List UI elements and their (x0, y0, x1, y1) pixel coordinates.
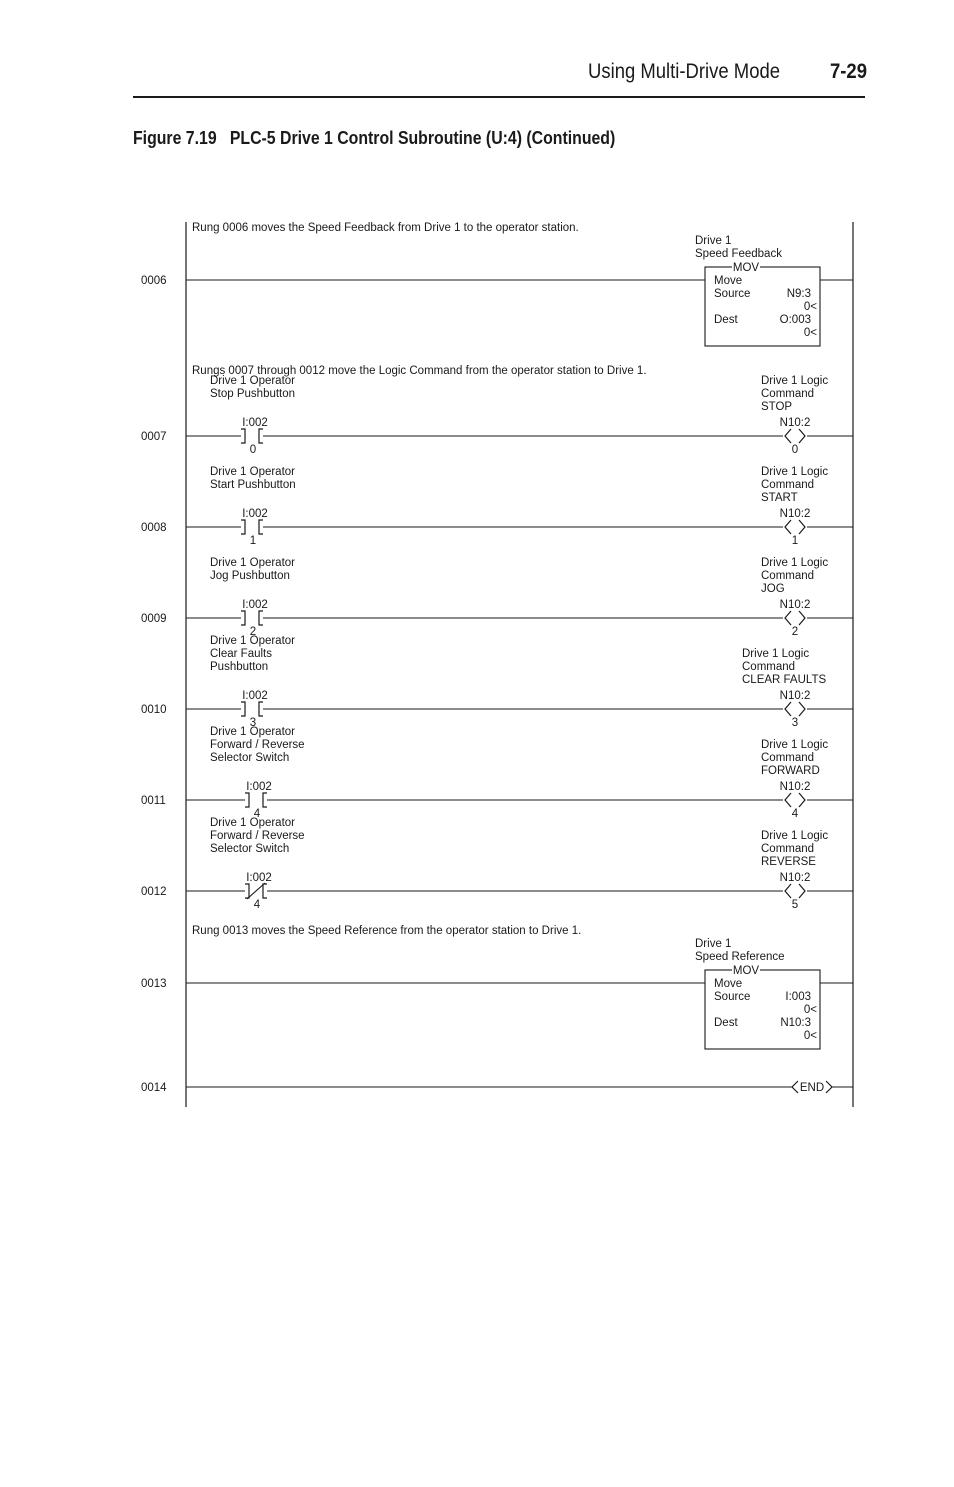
rung-0007 (141, 365, 853, 456)
output-label: Drive 1 Logic (761, 557, 829, 569)
input-label: Jog Pushbutton (210, 570, 290, 582)
contact-right-bracket (259, 429, 263, 443)
coil-right (799, 429, 805, 443)
coil-left (785, 611, 791, 625)
input-label: Drive 1 Operator (210, 817, 296, 829)
output-label: Command (761, 570, 815, 582)
coil-left (785, 793, 791, 807)
mov-source-address: I:003 (785, 991, 811, 1003)
mov-dest-label: Dest (714, 1017, 738, 1029)
output-label: CLEAR FAULTS (742, 674, 827, 686)
figure-caption: Figure 7.19 PLC-5 Drive 1 Control Subroutine (U:4) (Continued) (133, 128, 616, 148)
output-address: N10:2 (779, 417, 811, 429)
output-label: Command (742, 661, 796, 673)
mov-label: Drive 1 (695, 235, 732, 247)
contact-left-bracket (241, 429, 245, 443)
coil-left (785, 884, 791, 898)
rung-0014 (141, 1081, 853, 1094)
input-bit: 4 (253, 899, 261, 911)
contact-slash (247, 883, 265, 899)
contact-left-bracket (245, 884, 249, 898)
input-label: Drive 1 Operator (210, 726, 296, 738)
output-bit: 0 (791, 444, 799, 456)
rung-0012 (141, 817, 853, 911)
contact-right-bracket (263, 793, 267, 807)
input-label: Pushbutton (210, 661, 269, 673)
rung-number: 0014 (141, 1082, 167, 1094)
input-label: Selector Switch (210, 843, 290, 855)
input-label: Start Pushbutton (210, 479, 296, 491)
coil-left (785, 520, 791, 534)
mov-source-label: Source (714, 991, 751, 1003)
contact-right-bracket (259, 702, 263, 716)
rung-0008 (141, 466, 853, 547)
output-address: N10:2 (779, 872, 811, 884)
output-label: Drive 1 Logic (761, 830, 829, 842)
rung-0009 (141, 557, 853, 638)
output-label: Command (761, 479, 815, 491)
end-text: END (799, 1082, 825, 1094)
rung-0011 (141, 726, 853, 820)
mov-label: Speed Reference (695, 951, 785, 963)
rung-number: 0012 (141, 886, 167, 898)
output-bit: 1 (791, 535, 799, 547)
mov-dest-address: O:003 (779, 314, 811, 326)
mov-instruction: MOV (732, 262, 760, 274)
mov-source-value: 0< (803, 1004, 817, 1016)
mov-dest-label: Dest (714, 314, 738, 326)
output-label: Drive 1 Logic (742, 648, 810, 660)
output-label: Command (761, 843, 815, 855)
rung-comment: Rungs 0007 through 0012 move the Logic Command from the operator station to Drive 1. (192, 365, 647, 377)
input-label: Forward / Reverse (210, 739, 305, 751)
input-address: I:002 (246, 781, 272, 793)
input-address: I:002 (242, 417, 268, 429)
input-bit: 3 (249, 717, 257, 729)
input-address: I:002 (242, 690, 268, 702)
contact-right-bracket (259, 520, 263, 534)
input-address: I:002 (246, 872, 272, 884)
end-bracket-left (792, 1081, 798, 1093)
contact-right-bracket (263, 884, 267, 898)
input-label: Stop Pushbutton (210, 388, 296, 400)
mov-name: Move (714, 275, 743, 287)
output-label: Command (761, 752, 815, 764)
mov-dest-value: 0< (803, 327, 817, 339)
mov-dest-address: N10:3 (780, 1017, 811, 1029)
rung-0013 (141, 925, 853, 1049)
rung-number: 0007 (141, 431, 167, 443)
coil-right (799, 793, 805, 807)
rung-number: 0010 (141, 704, 167, 716)
input-bit: 0 (249, 444, 257, 456)
section-title: Using Multi-Drive Mode (588, 60, 781, 83)
output-bit: 2 (791, 626, 799, 638)
coil-right (799, 520, 805, 534)
input-label: Clear Faults (210, 648, 272, 660)
output-label: Command (761, 388, 815, 400)
output-label: FORWARD (761, 765, 820, 777)
output-bit: 3 (791, 717, 799, 729)
output-label: Drive 1 Logic (761, 739, 829, 751)
rung-number: 0006 (141, 275, 167, 287)
mov-dest-value: 0< (803, 1030, 817, 1042)
mov-label: Drive 1 (695, 938, 732, 950)
input-label: Drive 1 Operator (210, 375, 296, 387)
output-label: STOP (761, 401, 793, 413)
input-label: Drive 1 Operator (210, 635, 296, 647)
output-label: START (761, 492, 798, 504)
output-address: N10:2 (779, 508, 811, 520)
mov-label: Speed Feedback (695, 248, 782, 260)
output-label: Drive 1 Logic (761, 375, 829, 387)
mov-source-value: 0< (803, 301, 817, 313)
coil-right (799, 611, 805, 625)
output-address: N10:2 (779, 690, 811, 702)
mov-source-address: N9:3 (786, 288, 811, 300)
input-bit: 1 (249, 535, 257, 547)
rung-number: 0011 (141, 795, 166, 807)
rung-number: 0009 (141, 613, 167, 625)
output-address: N10:2 (779, 599, 811, 611)
coil-right (799, 884, 805, 898)
output-bit: 5 (791, 899, 799, 911)
contact-left-bracket (245, 793, 249, 807)
contact-left-bracket (241, 520, 245, 534)
rung-comment: Rung 0006 moves the Speed Feedback from Drive 1 to the operator station. (192, 222, 579, 234)
output-label: Drive 1 Logic (761, 466, 829, 478)
input-bit: 4 (253, 808, 261, 820)
output-address: N10:2 (779, 781, 811, 793)
coil-right (799, 702, 805, 716)
input-address: I:002 (242, 508, 268, 520)
rung-0006 (141, 222, 853, 346)
input-bit: 2 (249, 626, 257, 638)
contact-left-bracket (241, 611, 245, 625)
page-number: 7-29 (830, 60, 867, 83)
coil-left (785, 429, 791, 443)
coil-left (785, 702, 791, 716)
end-bracket-right (826, 1081, 832, 1093)
mov-instruction: MOV (732, 965, 760, 977)
rung-comment: Rung 0013 moves the Speed Reference from the operator station to Drive 1. (192, 925, 582, 937)
input-label: Forward / Reverse (210, 830, 305, 842)
output-label: JOG (761, 583, 785, 595)
output-label: REVERSE (761, 856, 816, 868)
input-label: Selector Switch (210, 752, 290, 764)
mov-name: Move (714, 978, 743, 990)
contact-right-bracket (259, 611, 263, 625)
rung-number: 0008 (141, 522, 167, 534)
rungs-layer (141, 222, 853, 1094)
rung-number: 0013 (141, 978, 167, 990)
output-bit: 4 (791, 808, 799, 820)
mov-source-label: Source (714, 288, 751, 300)
contact-left-bracket (241, 702, 245, 716)
rung-0010 (141, 635, 853, 729)
input-label: Drive 1 Operator (210, 466, 296, 478)
input-address: I:002 (242, 599, 268, 611)
input-label: Drive 1 Operator (210, 557, 296, 569)
